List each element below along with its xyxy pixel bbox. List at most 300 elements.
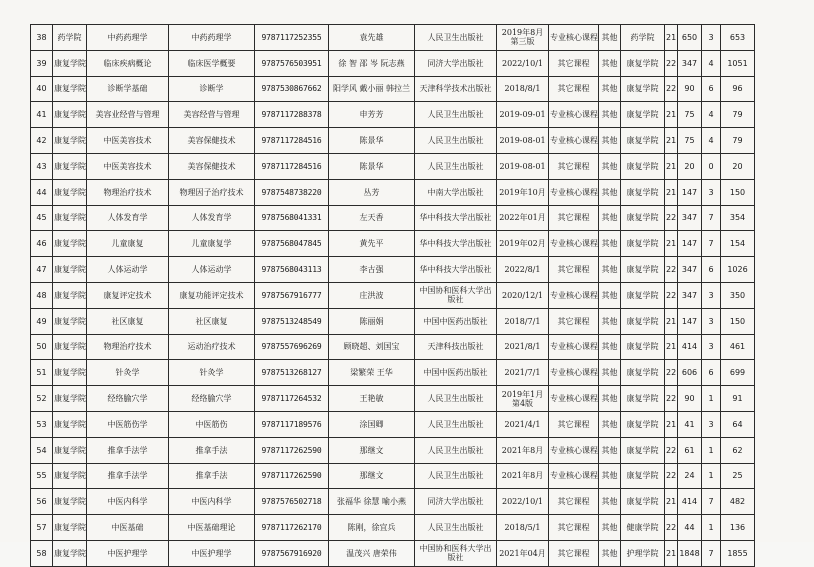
count-3-cell: 3 (702, 179, 721, 205)
count-4-cell: 64 (721, 411, 755, 437)
count-3-cell: 7 (702, 489, 721, 515)
edition-date-cell: 2018/5/1 (497, 515, 549, 541)
count-2-cell: 75 (678, 128, 702, 154)
author-cell: 丛芳 (329, 179, 415, 205)
author-cell: 王艳敏 (329, 386, 415, 412)
course-type-cell: 专业核心课程 (549, 463, 599, 489)
isbn-cell: 9787117252355 (255, 25, 329, 51)
college-cell: 康复学院 (53, 257, 87, 283)
count-4-cell: 1026 (721, 257, 755, 283)
author-cell: 顾晓超、刘国宝 (329, 334, 415, 360)
table-row (31, 489, 755, 515)
course-type-cell: 专业核心课程 (549, 360, 599, 386)
row-number-cell: 57 (31, 515, 53, 541)
count-4-cell: 91 (721, 386, 755, 412)
table-row (31, 540, 755, 566)
row-number-cell: 56 (31, 489, 53, 515)
course-name-cell: 推拿手法学 (87, 463, 169, 489)
author-cell: 袁先雄 (329, 25, 415, 51)
department-cell: 康复学院 (621, 411, 665, 437)
college-cell: 药学院 (53, 25, 87, 51)
course-name-cell: 中医护理学 (87, 540, 169, 566)
category-cell: 其他 (599, 128, 621, 154)
count-2-cell: 347 (678, 282, 702, 308)
table-row (31, 153, 755, 179)
course-name-cell: 美容业经营与管理 (87, 102, 169, 128)
publisher-cell: 人民卫生出版社 (415, 102, 497, 128)
publisher-cell: 人民卫生出版社 (415, 437, 497, 463)
category-cell: 其他 (599, 231, 621, 257)
row-number-cell: 53 (31, 411, 53, 437)
course-name-cell: 人体运动学 (87, 257, 169, 283)
department-cell: 康复学院 (621, 102, 665, 128)
count-3-cell: 6 (702, 360, 721, 386)
count-2-cell: 414 (678, 489, 702, 515)
category-cell: 其他 (599, 102, 621, 128)
count-4-cell: 482 (721, 489, 755, 515)
textbook-name-cell: 人体运动学 (169, 257, 255, 283)
row-number-cell: 45 (31, 205, 53, 231)
edition-date-cell: 2021/7/1 (497, 360, 549, 386)
count-2-cell: 147 (678, 179, 702, 205)
course-type-cell: 专业核心课程 (549, 102, 599, 128)
table-row (31, 128, 755, 154)
course-type-cell: 其它课程 (549, 489, 599, 515)
publisher-cell: 人民卫生出版社 (415, 515, 497, 541)
edition-date-cell: 2019-08-01 (497, 153, 549, 179)
row-number-cell: 49 (31, 308, 53, 334)
count-2-cell: 147 (678, 308, 702, 334)
table-row (31, 334, 755, 360)
publisher-cell: 人民卫生出版社 (415, 128, 497, 154)
category-cell: 其他 (599, 282, 621, 308)
publisher-cell: 人民卫生出版社 (415, 463, 497, 489)
count-1-cell: 22 (665, 257, 678, 283)
count-4-cell: 154 (721, 231, 755, 257)
count-4-cell: 653 (721, 25, 755, 51)
category-cell: 其他 (599, 489, 621, 515)
row-number-cell: 52 (31, 386, 53, 412)
table-row (31, 463, 755, 489)
count-1-cell: 21 (665, 540, 678, 566)
course-name-cell: 中药药理学 (87, 25, 169, 51)
count-3-cell: 7 (702, 231, 721, 257)
category-cell: 其他 (599, 25, 621, 51)
course-type-cell: 专业核心课程 (549, 128, 599, 154)
edition-date-cell: 2021/8/1 (497, 334, 549, 360)
count-1-cell: 22 (665, 360, 678, 386)
college-cell: 康复学院 (53, 540, 87, 566)
textbook-name-cell: 儿童康复学 (169, 231, 255, 257)
course-type-cell: 其它课程 (549, 308, 599, 334)
count-1-cell: 22 (665, 437, 678, 463)
author-cell: 温茂兴 唐荣伟 (329, 540, 415, 566)
count-1-cell: 21 (665, 179, 678, 205)
author-cell: 张福华 徐慧 喻小燕 (329, 489, 415, 515)
author-cell: 陈刚，徐宜兵 (329, 515, 415, 541)
edition-date-cell: 2022/10/1 (497, 50, 549, 76)
publisher-cell: 人民卫生出版社 (415, 411, 497, 437)
count-1-cell: 21 (665, 153, 678, 179)
count-4-cell: 1855 (721, 540, 755, 566)
edition-date-cell: 2019年02月 (497, 231, 549, 257)
row-number-cell: 44 (31, 179, 53, 205)
count-4-cell: 150 (721, 308, 755, 334)
table-row (31, 437, 755, 463)
edition-date-cell: 2019年8月第三版 (497, 25, 549, 51)
count-3-cell: 3 (702, 411, 721, 437)
count-1-cell: 22 (665, 515, 678, 541)
course-name-cell: 儿童康复 (87, 231, 169, 257)
table-row (31, 282, 755, 308)
college-cell: 康复学院 (53, 282, 87, 308)
table-row (31, 50, 755, 76)
college-cell: 康复学院 (53, 231, 87, 257)
course-type-cell: 专业核心课程 (549, 231, 599, 257)
college-cell: 康复学院 (53, 489, 87, 515)
isbn-cell: 9787117262590 (255, 437, 329, 463)
count-3-cell: 3 (702, 334, 721, 360)
course-name-cell: 中医美容技术 (87, 128, 169, 154)
table-row (31, 102, 755, 128)
author-cell: 涂国卿 (329, 411, 415, 437)
category-cell: 其他 (599, 360, 621, 386)
department-cell: 健康学院 (621, 515, 665, 541)
course-name-cell: 临床疾病概论 (87, 50, 169, 76)
textbook-name-cell: 物理因子治疗技术 (169, 179, 255, 205)
department-cell: 康复学院 (621, 360, 665, 386)
textbook-name-cell: 中医筋伤 (169, 411, 255, 437)
department-cell: 康复学院 (621, 463, 665, 489)
textbook-name-cell: 推拿手法 (169, 463, 255, 489)
count-3-cell: 1 (702, 515, 721, 541)
course-type-cell: 专业核心课程 (549, 386, 599, 412)
row-number-cell: 46 (31, 231, 53, 257)
count-3-cell: 7 (702, 205, 721, 231)
count-1-cell: 22 (665, 282, 678, 308)
course-name-cell: 物理治疗技术 (87, 334, 169, 360)
isbn-cell: 9787117262170 (255, 515, 329, 541)
count-2-cell: 147 (678, 231, 702, 257)
edition-date-cell: 2019-08-01 (497, 128, 549, 154)
course-type-cell: 其它课程 (549, 153, 599, 179)
course-name-cell: 中医筋伤学 (87, 411, 169, 437)
department-cell: 康复学院 (621, 205, 665, 231)
row-number-cell: 42 (31, 128, 53, 154)
count-1-cell: 21 (665, 489, 678, 515)
count-1-cell: 21 (665, 334, 678, 360)
textbook-name-cell: 美容保健技术 (169, 128, 255, 154)
category-cell: 其他 (599, 76, 621, 102)
textbook-name-cell: 中药药理学 (169, 25, 255, 51)
college-cell: 康复学院 (53, 50, 87, 76)
table-row (31, 308, 755, 334)
edition-date-cell: 2019-09-01 (497, 102, 549, 128)
isbn-cell: 9787576503951 (255, 50, 329, 76)
course-type-cell: 专业核心课程 (549, 25, 599, 51)
edition-date-cell: 2020/12/1 (497, 282, 549, 308)
author-cell: 那继文 (329, 437, 415, 463)
course-type-cell: 其它课程 (549, 76, 599, 102)
publisher-cell: 人民卫生出版社 (415, 153, 497, 179)
isbn-cell: 9787568047845 (255, 231, 329, 257)
edition-date-cell: 2021/4/1 (497, 411, 549, 437)
count-3-cell: 7 (702, 540, 721, 566)
textbook-name-cell: 中医基础理论 (169, 515, 255, 541)
department-cell: 康复学院 (621, 386, 665, 412)
college-cell: 康复学院 (53, 360, 87, 386)
course-type-cell: 其它课程 (549, 540, 599, 566)
course-type-cell: 其它课程 (549, 515, 599, 541)
count-3-cell: 4 (702, 102, 721, 128)
department-cell: 康复学院 (621, 231, 665, 257)
isbn-cell: 9787530867662 (255, 76, 329, 102)
edition-date-cell: 2022年01月 (497, 205, 549, 231)
row-number-cell: 50 (31, 334, 53, 360)
category-cell: 其他 (599, 386, 621, 412)
category-cell: 其他 (599, 50, 621, 76)
course-name-cell: 社区康复 (87, 308, 169, 334)
count-4-cell: 62 (721, 437, 755, 463)
row-number-cell: 47 (31, 257, 53, 283)
textbook-name-cell: 人体发育学 (169, 205, 255, 231)
isbn-cell: 9787568041331 (255, 205, 329, 231)
isbn-cell: 9787513268127 (255, 360, 329, 386)
row-number-cell: 39 (31, 50, 53, 76)
category-cell: 其他 (599, 411, 621, 437)
count-2-cell: 75 (678, 102, 702, 128)
table-row (31, 360, 755, 386)
edition-date-cell: 2021年8月 (497, 463, 549, 489)
college-cell: 康复学院 (53, 205, 87, 231)
course-type-cell: 专业核心课程 (549, 179, 599, 205)
department-cell: 药学院 (621, 25, 665, 51)
count-1-cell: 22 (665, 463, 678, 489)
textbook-name-cell: 经络腧穴学 (169, 386, 255, 412)
course-name-cell: 康复评定技术 (87, 282, 169, 308)
count-2-cell: 347 (678, 50, 702, 76)
count-2-cell: 1848 (678, 540, 702, 566)
publisher-cell: 同济大学出版社 (415, 50, 497, 76)
count-4-cell: 136 (721, 515, 755, 541)
count-4-cell: 79 (721, 128, 755, 154)
department-cell: 康复学院 (621, 308, 665, 334)
count-2-cell: 90 (678, 76, 702, 102)
course-name-cell: 人体发育学 (87, 205, 169, 231)
count-1-cell: 21 (665, 411, 678, 437)
department-cell: 康复学院 (621, 489, 665, 515)
department-cell: 护理学院 (621, 540, 665, 566)
edition-date-cell: 2018/7/1 (497, 308, 549, 334)
edition-date-cell: 2018/8/1 (497, 76, 549, 102)
college-cell: 康复学院 (53, 437, 87, 463)
isbn-cell: 9787576502718 (255, 489, 329, 515)
author-cell: 徐 智 邵 岑 阮志燕 (329, 50, 415, 76)
author-cell: 左天香 (329, 205, 415, 231)
department-cell: 康复学院 (621, 153, 665, 179)
publisher-cell: 华中科技大学出版社 (415, 257, 497, 283)
textbook-name-cell: 运动治疗技术 (169, 334, 255, 360)
count-2-cell: 61 (678, 437, 702, 463)
table-body (31, 25, 755, 567)
publisher-cell: 人民卫生出版社 (415, 386, 497, 412)
department-cell: 康复学院 (621, 334, 665, 360)
count-1-cell: 21 (665, 25, 678, 51)
count-1-cell: 22 (665, 386, 678, 412)
course-name-cell: 推拿手法学 (87, 437, 169, 463)
count-4-cell: 350 (721, 282, 755, 308)
course-type-cell: 其它课程 (549, 411, 599, 437)
course-name-cell: 中医内科学 (87, 489, 169, 515)
count-3-cell: 6 (702, 257, 721, 283)
count-4-cell: 79 (721, 102, 755, 128)
edition-date-cell: 2019年1月第4版 (497, 386, 549, 412)
category-cell: 其他 (599, 334, 621, 360)
category-cell: 其他 (599, 179, 621, 205)
course-type-cell: 专业核心课程 (549, 437, 599, 463)
table-row (31, 386, 755, 412)
category-cell: 其他 (599, 515, 621, 541)
author-cell: 陈景华 (329, 128, 415, 154)
course-type-cell: 专业核心课程 (549, 282, 599, 308)
count-2-cell: 650 (678, 25, 702, 51)
publisher-cell: 人民卫生出版社 (415, 25, 497, 51)
count-1-cell: 21 (665, 102, 678, 128)
college-cell: 康复学院 (53, 179, 87, 205)
author-cell: 黄先平 (329, 231, 415, 257)
edition-date-cell: 2019年10月 (497, 179, 549, 205)
college-cell: 康复学院 (53, 76, 87, 102)
edition-date-cell: 2021年04月 (497, 540, 549, 566)
edition-date-cell: 2022/10/1 (497, 489, 549, 515)
count-3-cell: 4 (702, 128, 721, 154)
category-cell: 其他 (599, 308, 621, 334)
count-2-cell: 24 (678, 463, 702, 489)
author-cell: 那继文 (329, 463, 415, 489)
department-cell: 康复学院 (621, 437, 665, 463)
count-2-cell: 44 (678, 515, 702, 541)
textbook-name-cell: 美容经营与管理 (169, 102, 255, 128)
publisher-cell: 华中科技大学出版社 (415, 231, 497, 257)
isbn-cell: 9787117288378 (255, 102, 329, 128)
course-type-cell: 其它课程 (549, 50, 599, 76)
table-row (31, 231, 755, 257)
count-2-cell: 41 (678, 411, 702, 437)
count-1-cell: 21 (665, 308, 678, 334)
publisher-cell: 中南大学出版社 (415, 179, 497, 205)
isbn-cell: 9787513248549 (255, 308, 329, 334)
row-number-cell: 40 (31, 76, 53, 102)
isbn-cell: 9787548738220 (255, 179, 329, 205)
college-cell: 康复学院 (53, 153, 87, 179)
category-cell: 其他 (599, 437, 621, 463)
author-cell: 李古强 (329, 257, 415, 283)
count-1-cell: 22 (665, 76, 678, 102)
count-3-cell: 1 (702, 437, 721, 463)
isbn-cell: 9787557696269 (255, 334, 329, 360)
course-type-cell: 其它课程 (549, 205, 599, 231)
table-row (31, 411, 755, 437)
count-3-cell: 0 (702, 153, 721, 179)
publisher-cell: 中国协和医科大学出版社 (415, 282, 497, 308)
college-cell: 康复学院 (53, 411, 87, 437)
textbook-name-cell: 针灸学 (169, 360, 255, 386)
count-3-cell: 4 (702, 50, 721, 76)
table-row (31, 515, 755, 541)
department-cell: 康复学院 (621, 128, 665, 154)
count-3-cell: 3 (702, 282, 721, 308)
publisher-cell: 中国中医药出版社 (415, 360, 497, 386)
table-row (31, 205, 755, 231)
count-4-cell: 461 (721, 334, 755, 360)
count-1-cell: 21 (665, 231, 678, 257)
count-2-cell: 347 (678, 257, 702, 283)
course-name-cell: 中医美容技术 (87, 153, 169, 179)
course-name-cell: 经络腧穴学 (87, 386, 169, 412)
department-cell: 康复学院 (621, 50, 665, 76)
course-name-cell: 针灸学 (87, 360, 169, 386)
row-number-cell: 58 (31, 540, 53, 566)
category-cell: 其他 (599, 257, 621, 283)
row-number-cell: 48 (31, 282, 53, 308)
department-cell: 康复学院 (621, 282, 665, 308)
textbook-name-cell: 临床医学概要 (169, 50, 255, 76)
table-row (31, 76, 755, 102)
textbook-name-cell: 康复功能评定技术 (169, 282, 255, 308)
publisher-cell: 中国中医药出版社 (415, 308, 497, 334)
course-type-cell: 其它课程 (549, 257, 599, 283)
author-cell: 庄洪波 (329, 282, 415, 308)
count-2-cell: 20 (678, 153, 702, 179)
college-cell: 康复学院 (53, 515, 87, 541)
count-4-cell: 1051 (721, 50, 755, 76)
college-cell: 康复学院 (53, 334, 87, 360)
count-1-cell: 21 (665, 128, 678, 154)
category-cell: 其他 (599, 463, 621, 489)
category-cell: 其他 (599, 540, 621, 566)
isbn-cell: 9787117189576 (255, 411, 329, 437)
publisher-cell: 华中科技大学出版社 (415, 205, 497, 231)
course-name-cell: 物理治疗技术 (87, 179, 169, 205)
category-cell: 其他 (599, 205, 621, 231)
author-cell: 阳学风 戴小丽 韩拉兰 (329, 76, 415, 102)
isbn-cell: 9787117264532 (255, 386, 329, 412)
count-4-cell: 150 (721, 179, 755, 205)
count-4-cell: 354 (721, 205, 755, 231)
table-row (31, 179, 755, 205)
row-number-cell: 55 (31, 463, 53, 489)
isbn-cell: 9787117262590 (255, 463, 329, 489)
college-cell: 康复学院 (53, 128, 87, 154)
isbn-cell: 9787117284516 (255, 128, 329, 154)
row-number-cell: 54 (31, 437, 53, 463)
row-number-cell: 38 (31, 25, 53, 51)
college-cell: 康复学院 (53, 102, 87, 128)
college-cell: 康复学院 (53, 308, 87, 334)
count-3-cell: 3 (702, 25, 721, 51)
textbook-name-cell: 美容保健技术 (169, 153, 255, 179)
department-cell: 康复学院 (621, 179, 665, 205)
edition-date-cell: 2022/8/1 (497, 257, 549, 283)
count-2-cell: 414 (678, 334, 702, 360)
publisher-cell: 天津科学技术出版社 (415, 76, 497, 102)
count-1-cell: 22 (665, 50, 678, 76)
textbook-name-cell: 社区康复 (169, 308, 255, 334)
textbook-table (30, 24, 755, 567)
count-2-cell: 606 (678, 360, 702, 386)
textbook-name-cell: 诊断学 (169, 76, 255, 102)
author-cell: 梁繁荣 王华 (329, 360, 415, 386)
